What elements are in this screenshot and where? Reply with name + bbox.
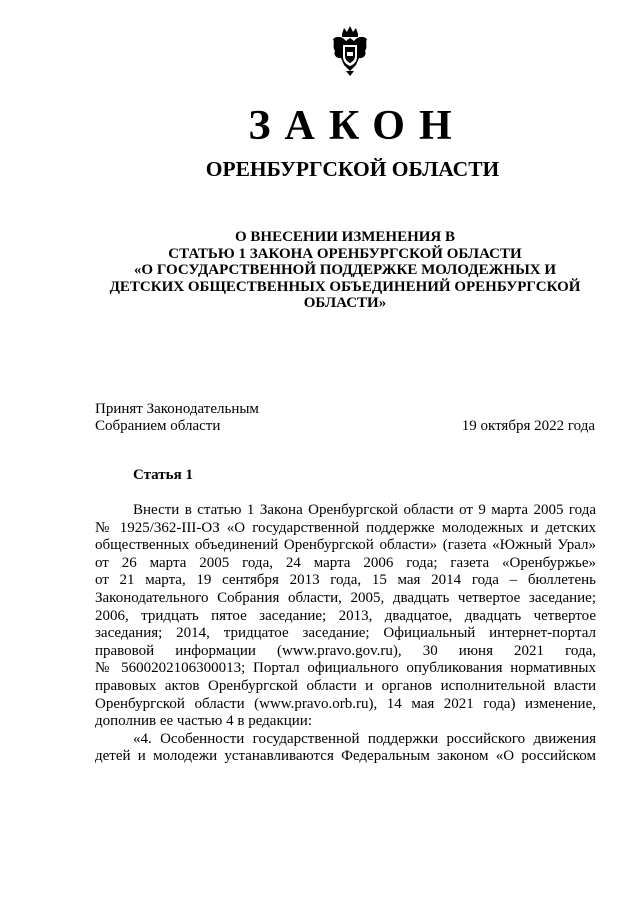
body-line: правовой информации (www.pravo.gov.ru), 30 июня 2021 года,	[95, 642, 596, 659]
body-line: детей и молодежи устанавливаются Федеральным законом «О российском	[95, 748, 596, 765]
body-line: дополнив ее частью 4 в редакции:	[95, 713, 312, 730]
coat-of-arms-icon	[329, 25, 371, 77]
body-line: «4. Особенности государственной поддержки российского движения	[133, 730, 596, 747]
law-heading	[95, 229, 595, 312]
body-line: 2006, тридцать пятое заседание; 2013, двадцатое, двадцать четвертое	[95, 607, 596, 624]
heading-line: «О ГОСУДАРСТВЕННОЙ ПОДДЕРЖКЕ МОЛОДЕЖНЫХ И	[133, 262, 557, 278]
body-line: Внести в статью 1 Закона Оренбургской области от 9 марта 2005 года	[133, 502, 596, 518]
page-subtitle: ОРЕНБУРГСКОЙ ОБЛАСТИ	[205, 157, 500, 181]
article-body	[95, 502, 596, 766]
heading-line: ДЕТСКИХ ОБЩЕСТВЕННЫХ ОБЪЕДИНЕНИЙ ОРЕНБУРГСКОЙ	[109, 278, 581, 295]
heading-line: ОБЛАСТИ»	[303, 295, 387, 311]
adoption-line: Собранием области	[95, 418, 221, 434]
heading-line: СТАТЬЮ 1 ЗАКОНА ОРЕНБУРГСКОЙ ОБЛАСТИ	[168, 245, 522, 262]
body-line: Оренбургской области (www.pravo.orb.ru), 14 мая 2021 года) изменение,	[95, 695, 596, 712]
article-title: Статья 1	[133, 467, 193, 483]
adoption-line: Принят Законодательным	[95, 401, 259, 417]
body-line: от 26 марта 2005 года, 24 марта 2006 года; газета «Оренбуржье»	[95, 554, 596, 571]
body-line: заседания; 2014, тридцатое заседание; Официальный интернет-портал	[95, 625, 596, 642]
adoption-date: 19 октября 2022 года	[461, 418, 595, 434]
body-line: правовых актов Оренбургской области и органов исполнительной власти	[95, 677, 596, 694]
heading-line: О ВНЕСЕНИИ ИЗМЕНЕНИЯ В	[234, 229, 456, 245]
page-title: ЗАКОН	[248, 103, 466, 149]
body-line: № 1925/362-III-ОЗ «О государственной поддержке молодежных и детских	[95, 519, 596, 536]
body-line: от 21 марта, 19 сентября 2013 года, 15 мая 2014 года – бюллетень	[95, 572, 596, 589]
body-line: № 5600202106300013; Портал официального опубликования нормативных	[95, 660, 596, 677]
body-line: Законодательного Собрания области, 2005, двадцать четвертое заседание;	[95, 589, 596, 606]
adoption-note	[95, 401, 259, 435]
body-line: общественных объединений Оренбургской области» (газета «Южный Урал»	[95, 537, 596, 554]
